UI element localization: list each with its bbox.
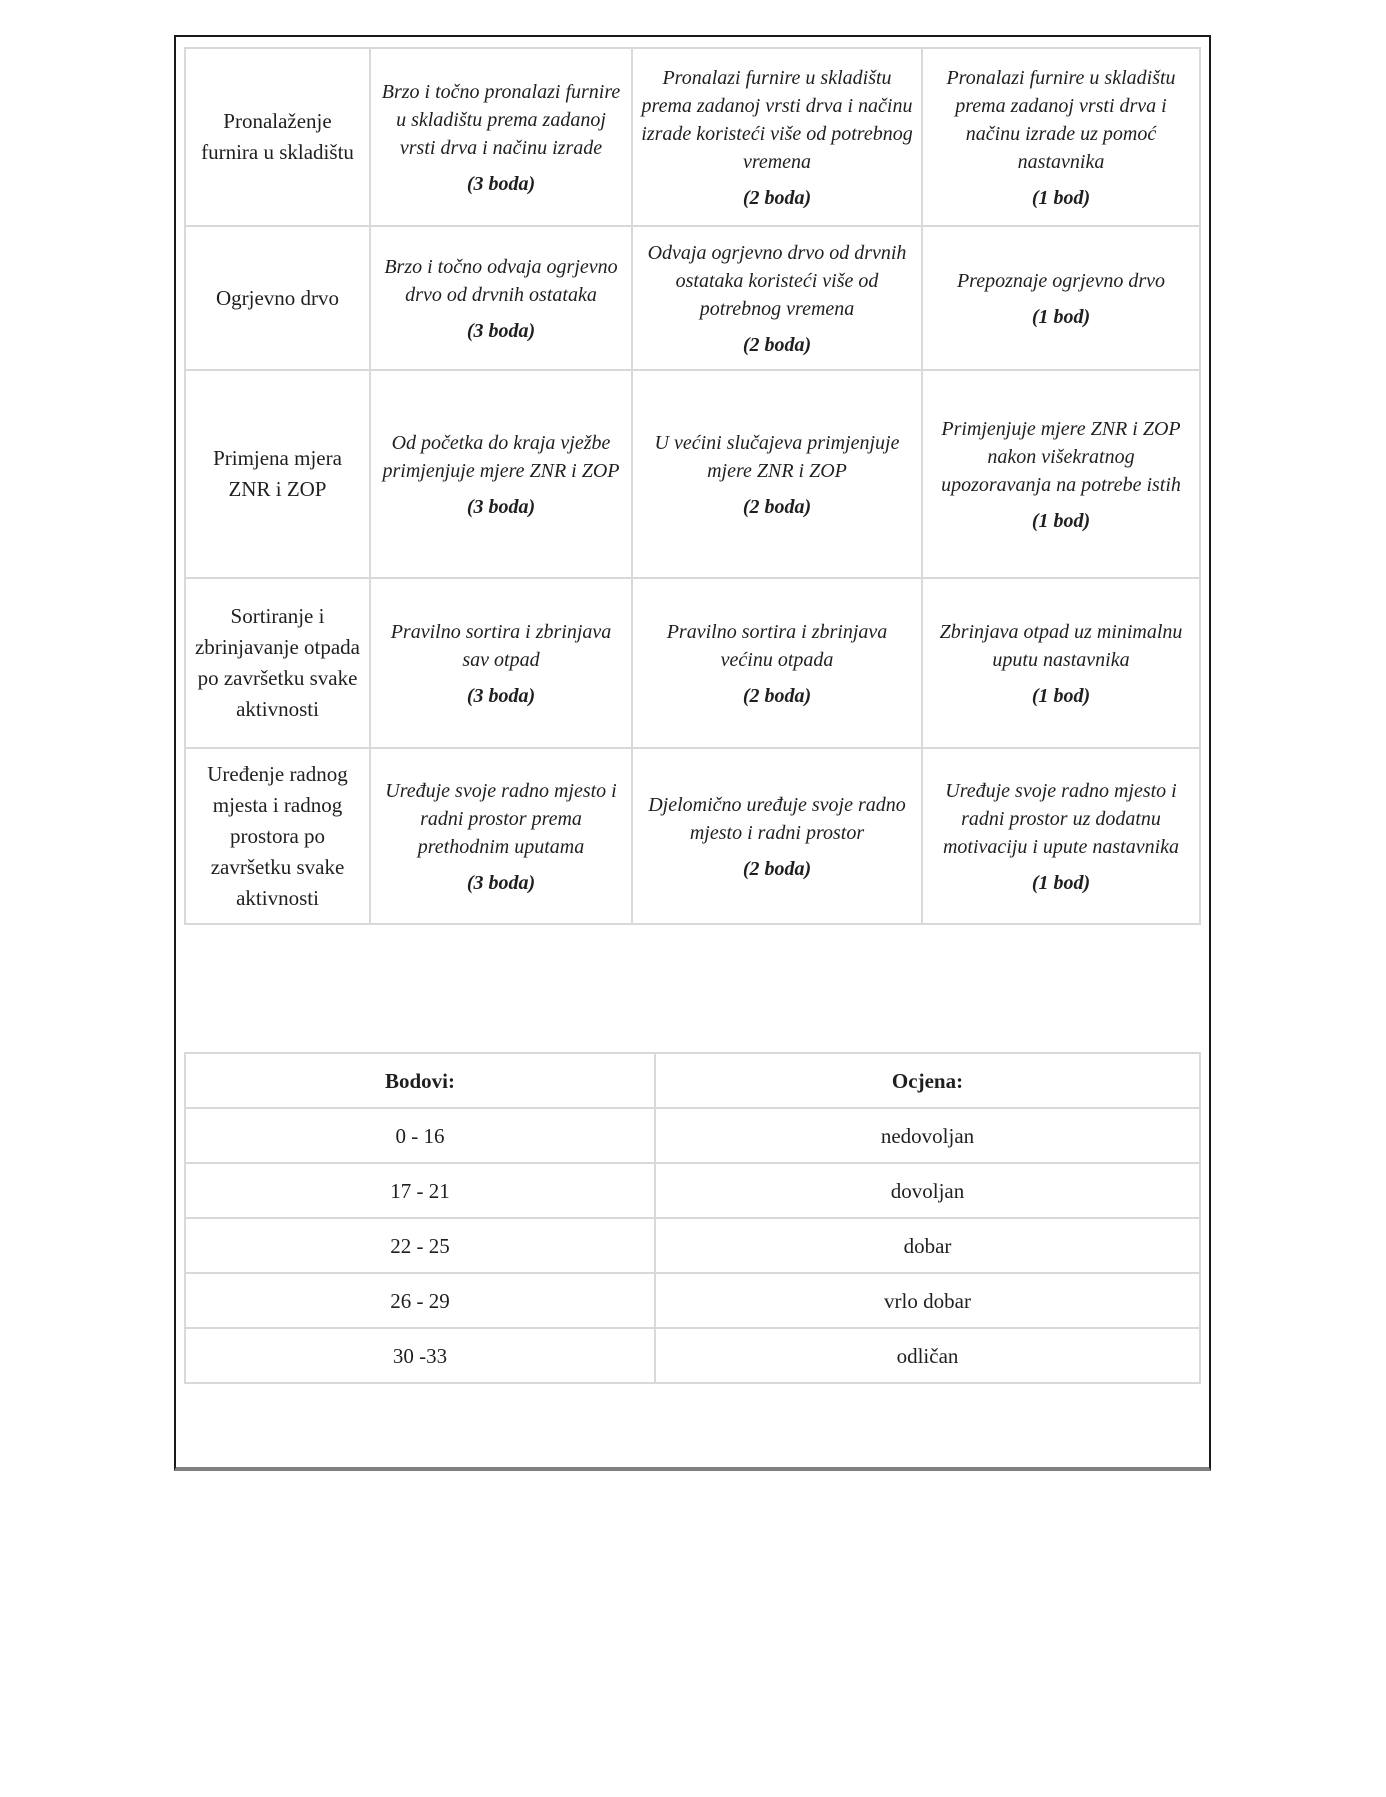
rubric-level-3-cell: [370, 578, 632, 748]
rubric-level-1-cell: [922, 370, 1200, 578]
grading-row: [185, 1218, 1200, 1273]
grade-name-cell: dobar: [655, 1218, 1200, 1273]
grading-row: [185, 1163, 1200, 1218]
rubric-row: [185, 226, 1200, 370]
level-description: Djelomično uređuje svoje radno mjesto i radni prostor: [648, 793, 906, 844]
rubric-level-1-cell: [922, 226, 1200, 370]
rubric-row: [185, 48, 1200, 226]
grading-row: [185, 1273, 1200, 1328]
points-column-header: Bodovi:: [185, 1053, 655, 1108]
rubric-category-cell: Ogrjevno drvo: [185, 226, 370, 370]
rubric-table: [184, 47, 1201, 925]
rubric-level-2-cell: [632, 370, 922, 578]
rubric-level-2-cell: [632, 48, 922, 226]
level-description: Brzo i točno odvaja ogrjevno drvo od drvnih ostataka: [384, 255, 618, 306]
points-range-cell: 17 - 21: [185, 1163, 655, 1218]
level-points-label: (2 boda): [742, 857, 812, 880]
rubric-category-cell: Sortiranje i zbrinjavanje otpada po završetku svake aktivnosti: [185, 578, 370, 748]
rubric-level-2-cell: [632, 226, 922, 370]
rubric-level-3-cell: [370, 48, 632, 226]
rubric-level-3-cell: [370, 748, 632, 924]
rubric-level-1-cell: [922, 578, 1200, 748]
points-range-cell: 22 - 25: [185, 1218, 655, 1273]
grade-name-cell: odličan: [655, 1328, 1200, 1383]
points-range-cell: 26 - 29: [185, 1273, 655, 1328]
level-description: Brzo i točno pronalazi furnire u skladištu prema zadanoj vrsti drva i načinu izrade: [381, 80, 621, 159]
grade-column-header: Ocjena:: [655, 1053, 1200, 1108]
level-points-label: (2 boda): [742, 186, 812, 209]
rubric-level-3-cell: [370, 370, 632, 578]
level-description: Pronalazi furnire u skladištu prema zadanoj vrsti drva i načinu izrade koristeći više od potrebnog vremena: [641, 66, 913, 173]
level-points-label: (1 bod): [1031, 509, 1091, 532]
level-description: Uređuje svoje radno mjesto i radni prostor uz dodatnu motivaciju i upute nastavnika: [942, 779, 1180, 858]
level-points-label: (3 boda): [466, 495, 536, 518]
document-frame: [174, 35, 1211, 1471]
grading-scale-table: [184, 1052, 1201, 1384]
grading-header-row: [185, 1053, 1200, 1108]
level-description: Pronalazi furnire u skladištu prema zadanoj vrsti drva i načinu izrade uz pomoć nastavnika: [946, 66, 1176, 173]
grading-row: [185, 1108, 1200, 1163]
level-description: Pravilno sortira i zbrinjava većinu otpada: [666, 620, 888, 671]
grade-name-cell: nedovoljan: [655, 1108, 1200, 1163]
level-description: Od početka do kraja vježbe primjenjuje mjere ZNR i ZOP: [382, 431, 620, 482]
rubric-row: [185, 578, 1200, 748]
grade-name-cell: dovoljan: [655, 1163, 1200, 1218]
grading-row: [185, 1328, 1200, 1383]
level-description: U većini slučajeva primjenjuje mjere ZNR i ZOP: [654, 431, 900, 482]
rubric-category-cell: Primjena mjera ZNR i ZOP: [185, 370, 370, 578]
points-range-cell: 30 -33: [185, 1328, 655, 1383]
rubric-level-2-cell: [632, 748, 922, 924]
level-description: Primjenjuje mjere ZNR i ZOP nakon višekratnog upozoravanja na potrebe istih: [941, 417, 1181, 496]
rubric-row: [185, 748, 1200, 924]
level-points-label: (3 boda): [466, 172, 536, 195]
level-points-label: (3 boda): [466, 684, 536, 707]
rubric-category-cell: Uređenje radnog mjesta i radnog prostora po završetku svake aktivnosti: [185, 748, 370, 924]
level-points-label: (2 boda): [742, 684, 812, 707]
rubric-level-2-cell: [632, 578, 922, 748]
level-description: Zbrinjava otpad uz minimalnu uputu nastavnika: [939, 620, 1183, 671]
level-description: Odvaja ogrjevno drvo od drvnih ostataka koristeći više od potrebnog vremena: [647, 241, 907, 320]
rubric-level-1-cell: [922, 748, 1200, 924]
level-points-label: (1 bod): [1031, 871, 1091, 894]
level-points-label: (3 boda): [466, 871, 536, 894]
rubric-level-1-cell: [922, 48, 1200, 226]
level-points-label: (2 boda): [742, 333, 812, 356]
level-points-label: (1 bod): [1031, 305, 1091, 328]
rubric-category-cell: Pronalaženje furnira u skladištu: [185, 48, 370, 226]
level-description: Pravilno sortira i zbrinjava sav otpad: [390, 620, 612, 671]
level-points-label: (1 bod): [1031, 186, 1091, 209]
rubric-level-3-cell: [370, 226, 632, 370]
level-points-label: (1 bod): [1031, 684, 1091, 707]
rubric-row: [185, 370, 1200, 578]
points-range-cell: 0 - 16: [185, 1108, 655, 1163]
grade-name-cell: vrlo dobar: [655, 1273, 1200, 1328]
level-description: Uređuje svoje radno mjesto i radni prostor prema prethodnim uputama: [385, 779, 617, 858]
level-points-label: (2 boda): [742, 495, 812, 518]
level-points-label: (3 boda): [466, 319, 536, 342]
level-description: Prepoznaje ogrjevno drvo: [956, 269, 1166, 292]
